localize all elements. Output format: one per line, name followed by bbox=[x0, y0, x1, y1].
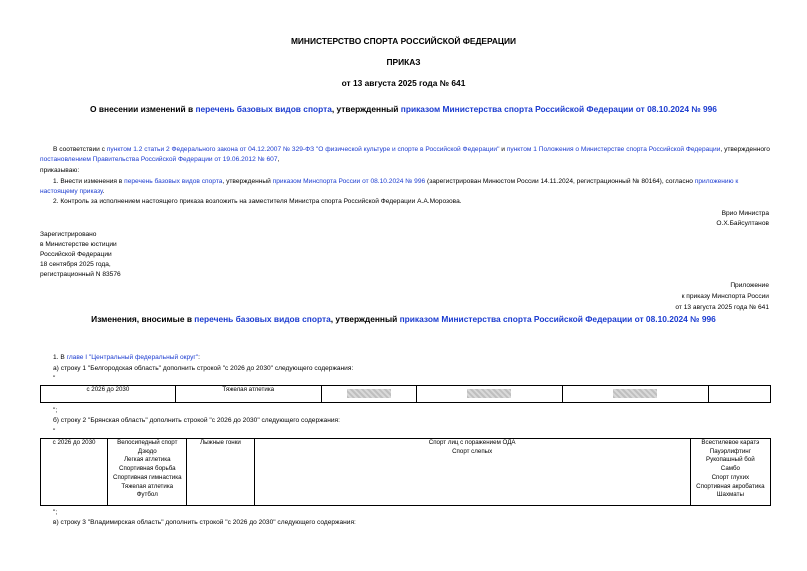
table-bryansk bbox=[40, 438, 771, 506]
table1-hidden-cell bbox=[562, 386, 708, 403]
signature-name: О.Х.Байсултанов bbox=[716, 220, 769, 227]
table1-empty-cell bbox=[708, 386, 770, 403]
redacted-placeholder bbox=[467, 389, 511, 398]
table1-sport: Тяжелая атлетика bbox=[175, 386, 321, 403]
table2-period: с 2026 до 2030 bbox=[41, 439, 108, 506]
row-a-instruction: а) строку 1 "Белгородская область" дополнить строкой "с 2026 до 2030" следующего содержания: bbox=[53, 365, 354, 372]
appendix-link[interactable]: приложению к настоящему приказу bbox=[40, 178, 739, 195]
preamble: В соответствии с пунктом 1.2 статьи 2 Федерального закона от 04.12.2007 № 329-ФЗ "О физической культуре и спорте в Российской Федерации" и пунктом 1 Положения о Министерстве спорта Российской Федерации, утвержденного постановлением Правительства Российской Федерации от 19.06.2012 № 607, bbox=[40, 146, 770, 163]
document-title: О внесении изменений в перечень базовых видов спорта, утвержденный приказом Министерства спорта Российской Федерации от 08.10.2024 № 996 bbox=[90, 104, 717, 114]
table1-hidden-cell bbox=[321, 386, 416, 403]
redacted-placeholder bbox=[347, 389, 391, 398]
table1-period: с 2026 до 2030 bbox=[41, 386, 176, 403]
row-b-instruction: б) строку 2 "Брянская область" дополнить строкой "с 2026 до 2030" следующего содержания: bbox=[53, 417, 340, 424]
appendix-label: Приложение bbox=[730, 282, 769, 289]
registration-line-2: в Министерстве юстиции bbox=[40, 241, 117, 248]
table2-winter-sports: Лыжные гонки bbox=[187, 439, 254, 506]
quote-open-1: " bbox=[53, 375, 56, 382]
document-date-number: от 13 августа 2025 года № 641 bbox=[341, 78, 466, 88]
item-1: 1. Внести изменения в перечень базовых видов спорта, утвержденный приказом Минспорта России от 08.10.2024 № 996 (зарегистрирован Минюстом России 14.11.2024, регистрационный № 80164), согласно приложению к настоящему приказу. bbox=[40, 178, 739, 195]
changes-order-link[interactable]: приказом Министерства спорта Российской Федерации от 08.10.2024 № 996 bbox=[399, 314, 716, 324]
redacted-placeholder bbox=[613, 389, 657, 398]
chapter-link[interactable]: главе I "Центральный федеральный округ" bbox=[66, 354, 199, 361]
table2-other-sports: Всестилевое каратэ Пауэрлифтинг Рукопашный бой Самбо Спорт глухих Спортивная акробатика Шахматы bbox=[690, 439, 770, 506]
registration-line-5: регистрационный N 83576 bbox=[40, 271, 121, 278]
row-c-instruction: в) строку 3 "Владимирская область" дополнить строкой "с 2026 до 2030" следующего содержания: bbox=[53, 519, 356, 526]
orders-word: приказываю: bbox=[40, 167, 80, 174]
appendix-to: к приказу Минспорта России bbox=[681, 293, 769, 300]
changes-title: Изменения, вносимые в перечень базовых видов спорта, утвержденный приказом Министерства спорта Российской Федерации от 08.10.2024 № 996 bbox=[91, 314, 716, 324]
title-link-order[interactable]: приказом Министерства спорта Российской Федерации от 08.10.2024 № 996 bbox=[400, 104, 717, 114]
table1-hidden-cell bbox=[416, 386, 562, 403]
regulation-link[interactable]: пунктом 1 Положения о Министерстве спорта Российской Федерации bbox=[506, 146, 721, 153]
quote-open-2: " bbox=[53, 428, 56, 435]
registration-line-3: Российской Федерации bbox=[40, 251, 112, 258]
changes-list-link[interactable]: перечень базовых видов спорта bbox=[194, 314, 331, 324]
law-link[interactable]: пунктом 1.2 статьи 2 Федерального закона от 04.12.2007 № 329-ФЗ "О физической культуре и спорте в Российской Федерации" bbox=[106, 146, 500, 153]
quote-close-2: "; bbox=[53, 509, 58, 516]
item1-order-link[interactable]: приказом Минспорта России от 08.10.2024 № 996 bbox=[272, 178, 426, 185]
table2-summer-sports: Велосипедный спорт Дзюдо Легкая атлетика Спортивная борьба Спортивная гимнастика Тяжелая атлетика Футбол bbox=[108, 439, 187, 506]
table-belgorod bbox=[40, 385, 771, 403]
document-type: ПРИКАЗ bbox=[386, 57, 421, 67]
resolution-link[interactable]: постановлением Правительства Российской Федерации от 19.06.2012 № 607 bbox=[40, 155, 278, 163]
section-1: 1. В главе I "Центральный федеральный округ": bbox=[53, 354, 200, 361]
registration-line-4: 18 сентября 2025 года, bbox=[40, 261, 111, 268]
signature-position: Врио Министра bbox=[721, 210, 769, 217]
title-link-list[interactable]: перечень базовых видов спорта bbox=[195, 104, 332, 114]
ministry-name: МИНИСТЕРСТВО СПОРТА РОССИЙСКОЙ ФЕДЕРАЦИИ bbox=[290, 36, 517, 46]
item-2: 2. Контроль за исполнением настоящего приказа возложить на заместителя Министра спорта Российской Федерации А.А.Морозова. bbox=[53, 198, 462, 205]
item1-list-link[interactable]: перечень базовых видов спорта bbox=[124, 178, 223, 185]
appendix-date: от 13 августа 2025 года № 641 bbox=[675, 304, 769, 311]
table2-disabled-sports: Спорт лиц с поражением ОДА Спорт слепых bbox=[254, 439, 690, 506]
quote-close-1: "; bbox=[53, 407, 58, 414]
registration-line-1: Зарегистрировано bbox=[40, 231, 97, 238]
